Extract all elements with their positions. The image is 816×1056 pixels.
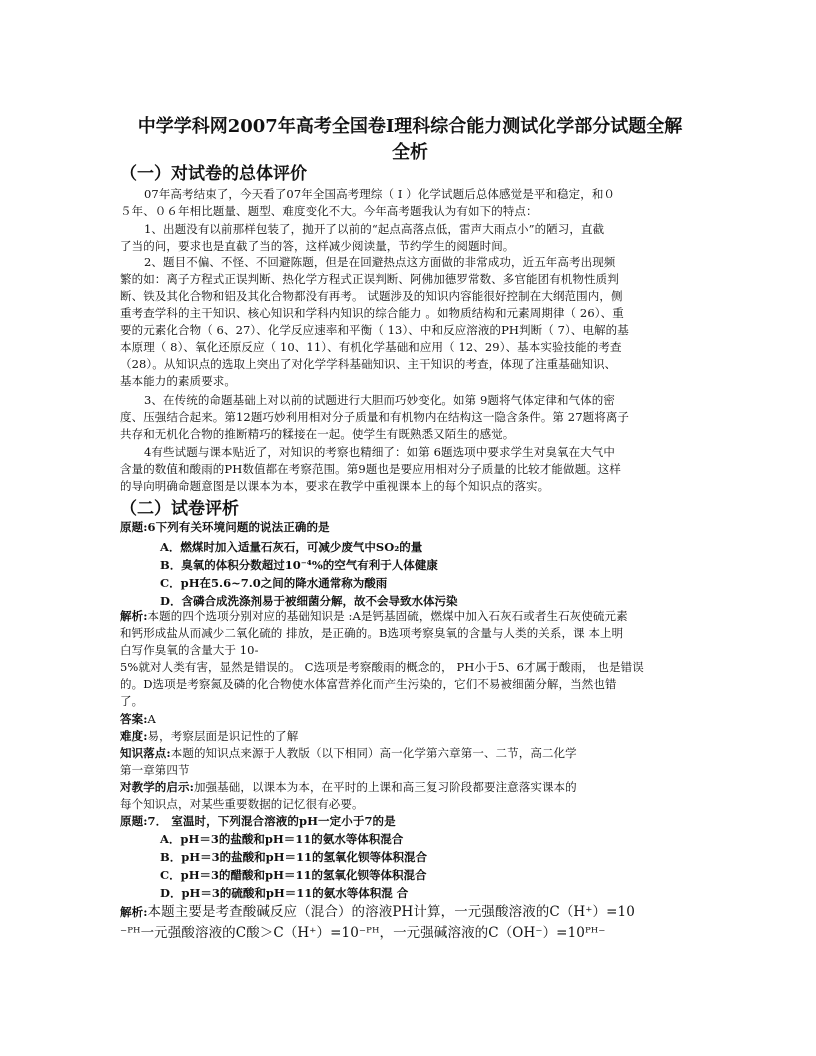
text-line: 含量的数值和酸雨的PH数值都在考察范围。第9题也是要应用相对分子质量的比较才能做题。这样 [120, 462, 621, 476]
text-line: 07年高考结束了，今天看了07年全国高考理综（ I ）化学试题后总体感觉是平和稳定，和０ [144, 187, 616, 201]
answer-value: A [147, 712, 156, 726]
q6-analysis [120, 608, 700, 710]
document-title-cont: 全析 [392, 142, 428, 163]
text-line: 基本能力的素质要求。 [120, 374, 236, 388]
knowledge-label: 知识落点: [120, 746, 171, 760]
answer-label: 答案: [120, 712, 148, 726]
knowledge-cont: 第一章第四节 [120, 763, 190, 777]
q6-option-a: A．燃煤时加入适量石灰石，可减少废气中SO₂的量 [160, 540, 423, 554]
text-line: 共存和无机化合物的推断精巧的糅接在一起。使学生有既熟悉又陌生的感觉。 [120, 427, 515, 441]
q6-stem [120, 519, 700, 536]
document-title: 中学学科网2007年高考全国卷I理科综合能力测试化学部分试题全解 [137, 116, 683, 137]
text-line: 5%就对人类有害，显然是错误的。 C选项是考察酸雨的概念的， PH小于5、6才属于酸雨， 也是错误 [120, 660, 644, 674]
intro-paragraph [120, 186, 700, 220]
q7-analysis [120, 902, 700, 944]
q7-option-c: C．pH＝3的醋酸和pH＝11的氢氧化钡等体积混合 [160, 868, 427, 882]
text-line: 2、题目不偏、不怪、不回避陈题，但是在回避热点这方面做的非常成功，近五年高考出现频 [144, 255, 616, 269]
text-line: 白写作臭氧的含量大于 10- [120, 643, 259, 657]
point-4-paragraph [120, 444, 700, 495]
text-line: 本原理（ 8）、氧化还原反应（ 10、11）、有机化学基础和应用（ 12、29）、基本实验技能的考查 [120, 340, 622, 354]
q7-question: 7． 室温时，下列混合溶液的pH一定小于7的是 [147, 814, 396, 828]
q6-question: 6下列有关环境问题的说法正确的是 [147, 520, 330, 534]
q6-option-d: D．含磷合成洗涤剂易于被细菌分解，故不会导致水体污染 [160, 594, 458, 608]
q7-option-d: D．pH＝3的硫酸和pH＝11的氨水等体积混 合 [160, 886, 409, 900]
text-line: （28）。从知识点的选取上突出了对化学学科基础知识、主干知识的考查，体现了注重基础知识、 [120, 357, 617, 371]
text-line: 本题的四个选项分别对应的基础知识是 :A是钙基固硫，燃煤中加入石灰石或者生石灰使硫元素 [147, 609, 628, 623]
knowledge-value: 本题的知识点来源于人教版（以下相同）高一化学第六章第一、二节，高二化学 [170, 746, 577, 760]
text-line: 4有些试题与课本贴近了，对知识的考察也精细了：如第 6题选项中要求学生对臭氧在大气中 [144, 445, 615, 459]
text-line: 断、铁及其化合物和铝及其化合物都没有再考。 试题涉及的知识内容能很好控制在大纲范围内，侧 [120, 289, 623, 303]
text-line: 的导向明确命题意图是以课本为本，要求在教学中重视课本上的每个知识点的落实。 [120, 479, 550, 493]
teaching-value: 加强基础，以课本为本，在平时的上课和高三复习阶段都要注意落实课本的 [193, 780, 577, 794]
teaching-cont: 每个知识点，对某些重要数据的记忆很有必要。 [120, 797, 364, 811]
text-line: 和钙形成盐从而减少二氧化硫的 排放，是正确的。B选项考察臭氧的含量与人类的关系，课 本上明 [120, 626, 624, 640]
text-line: ５年、０６年相比题量、题型、难度变化不大。今年高考题我认为有如下的特点： [120, 204, 538, 218]
text-line: 度、压强结合起来。第12题巧妙利用相对分子质量和有机物内在结构这一隐含条件。第 27题将离子 [120, 410, 630, 424]
text-line: ⁻ᴾᴴ一元强酸溶液的C酸＞C（H⁺）=10⁻ᴾᴴ，一元强碱溶液的C（OH⁻）=10ᴾᴴ⁻ [120, 925, 606, 941]
q6-option-c: C．pH在5.6~7.0之间的降水通常称为酸雨 [160, 576, 388, 590]
q7-option-b: B．pH＝3的盐酸和pH＝11的氢氧化钡等体积混合 [160, 850, 428, 864]
q7-option-a: A．pH＝3的盐酸和pH＝11的氨水等体积混合 [160, 832, 404, 846]
text-line: 本题主要是考查酸碱反应（混合）的溶液PH计算，一元强酸溶液的C（H⁺）=10 [147, 904, 635, 920]
text-line: 要的元素化合物（ 6、27）、化学反应速率和平衡（ 13）、中和反应溶液的PH判断（ 7）、电解的基 [120, 323, 629, 337]
q7-analysis-label: 解析: [120, 905, 148, 919]
q6-answer [120, 711, 700, 813]
point-2-paragraph [120, 254, 700, 390]
q6-option-b: B．臭氧的体积分数超过10⁻⁴%的空气有利于人体健康 [160, 558, 438, 572]
difficulty-label: 难度: [120, 729, 148, 743]
point-3-paragraph [120, 392, 700, 443]
q7-stem [120, 813, 700, 830]
text-line: 3、在传统的命题基础上对以前的试题进行大胆而巧妙变化。如第 9题将气体定律和气体的密 [144, 393, 615, 407]
text-line: 繁的如：离子方程式正误判断、热化学方程式正误判断、阿佛加德罗常数、多官能团有机物性质判 [120, 272, 619, 286]
point-1-paragraph [120, 221, 700, 255]
q6-label: 原题: [120, 520, 148, 534]
q7-label: 原题: [120, 814, 148, 828]
text-line: 的。D选项是考察氮及磷的化合物使水体富营养化而产生污染的，它们不易被细菌分解，当然也错 [120, 677, 617, 691]
section-heading-analysis: （二）试卷评析 [120, 499, 239, 519]
section-heading-overall: （一）对试卷的总体评价 [120, 164, 307, 184]
difficulty-value: 易，考察层面是识记性的了解 [147, 729, 299, 743]
text-line: 了当的问，要求也是直截了当的答，这样减少阅读量，节约学生的阅题时间。 [120, 239, 515, 253]
text-line: 了。 [120, 694, 144, 708]
q6-analysis-label: 解析: [120, 609, 148, 623]
teaching-label: 对教学的启示: [120, 780, 194, 794]
text-line: 重考查学科的主干知识、核心知识和学科内知识的综合能力 。如物质结构和元素周期律（ 26）、重 [120, 306, 624, 320]
text-line: 1、出题没有以前那样包装了，抛开了以前的“起点高落点低，雷声大雨点小”的陋习，直截 [144, 222, 605, 236]
